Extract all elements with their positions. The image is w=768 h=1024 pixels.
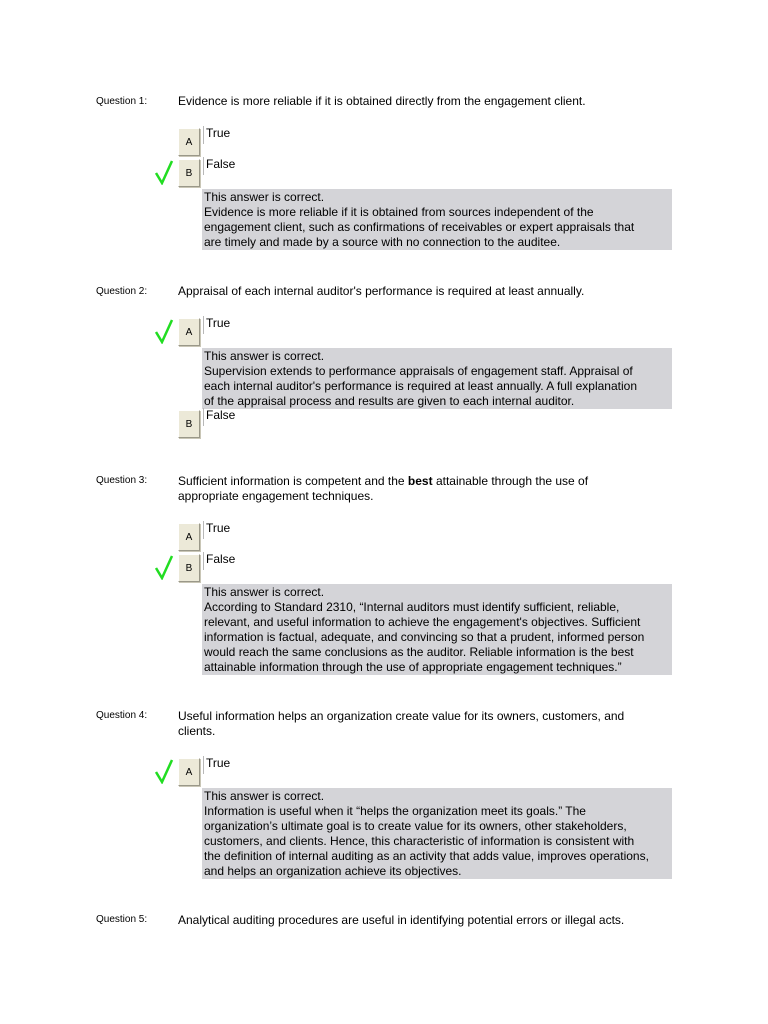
question-text bbox=[178, 913, 658, 928]
question-text-line: Appraisal of each internal auditor's performance is required at least annually. bbox=[178, 284, 585, 298]
question-label: Question 2: bbox=[96, 286, 148, 297]
question-text-line bbox=[178, 474, 658, 489]
question-text bbox=[178, 284, 658, 299]
option-a[interactable] bbox=[178, 523, 678, 553]
feedback-line: are timely and made by a source with no connection to the auditee. bbox=[204, 235, 561, 249]
question-text bbox=[178, 94, 658, 109]
option-a-button[interactable]: A bbox=[178, 523, 200, 551]
feedback-line: attainable information through the use of appropriate engagement techniques.” bbox=[204, 660, 622, 674]
checkmark-icon bbox=[154, 554, 176, 580]
question-text-line: appropriate engagement techniques. bbox=[178, 489, 374, 503]
question-label: Question 1: bbox=[96, 96, 148, 107]
feedback-status: This answer is correct. bbox=[204, 349, 325, 363]
option-b-button[interactable]: B bbox=[178, 554, 200, 582]
checkmark-icon bbox=[154, 159, 176, 185]
feedback-box bbox=[202, 584, 672, 675]
option-a-label: True bbox=[203, 521, 230, 539]
checkmark-icon bbox=[154, 758, 176, 784]
question-text-segment: attainable through the use of bbox=[432, 474, 589, 488]
feedback-line: the definition of internal auditing as an activity that adds value, improves operations, bbox=[204, 849, 649, 863]
feedback-line: each internal auditor's performance is required at least annually. A full explanation bbox=[204, 379, 637, 393]
question-text-segment: Sufficient information is competent and the bbox=[178, 474, 408, 488]
option-b[interactable] bbox=[178, 159, 678, 189]
option-a-label: True bbox=[203, 756, 230, 774]
option-b-button[interactable]: B bbox=[178, 410, 200, 438]
feedback-box bbox=[202, 348, 672, 409]
option-b-label: False bbox=[203, 408, 235, 426]
option-a-label: True bbox=[203, 316, 230, 334]
option-a-button[interactable]: A bbox=[178, 318, 200, 346]
question-text bbox=[178, 709, 658, 739]
option-b-label: False bbox=[203, 552, 235, 570]
question-text-line: clients. bbox=[178, 724, 216, 738]
feedback-line: engagement client, such as confirmations of receivables or expert appraisals that bbox=[204, 220, 635, 234]
question-label: Question 4: bbox=[96, 710, 148, 721]
option-a-button[interactable]: A bbox=[178, 128, 200, 156]
question-label: Question 3: bbox=[96, 475, 148, 486]
question-text-line: Useful information helps an organization create value for its owners, customers, and bbox=[178, 709, 625, 723]
feedback-line: organization’s ultimate goal is to create value for its owners, other stakeholders, bbox=[204, 819, 627, 833]
option-b[interactable] bbox=[178, 410, 678, 440]
option-a[interactable] bbox=[178, 758, 678, 788]
feedback-line: information is factual, adequate, and convincing so that a prudent, informed person bbox=[204, 630, 645, 644]
feedback-line: customers, and clients. Hence, this characteristic of information is consistent with bbox=[204, 834, 635, 848]
option-b[interactable] bbox=[178, 554, 678, 584]
feedback-line: Information is useful when it “helps the organization meet its goals.” The bbox=[204, 804, 586, 818]
question-text bbox=[178, 474, 658, 504]
option-a[interactable] bbox=[178, 128, 678, 158]
option-b-label: False bbox=[203, 157, 235, 175]
feedback-line: and helps an organization achieve its objectives. bbox=[204, 864, 462, 878]
feedback-line: relevant, and useful information to achieve the engagement's objectives. Sufficient bbox=[204, 615, 641, 629]
question-text-bold: best bbox=[407, 474, 433, 488]
option-a-button[interactable]: A bbox=[178, 758, 200, 786]
question-text-line: Analytical auditing procedures are useful in identifying potential errors or illegal acts. bbox=[178, 913, 625, 927]
option-a[interactable] bbox=[178, 318, 678, 348]
feedback-status: This answer is correct. bbox=[204, 190, 325, 204]
feedback-line: Supervision extends to performance appraisals of engagement staff. Appraisal of bbox=[204, 364, 633, 378]
feedback-box bbox=[202, 788, 672, 879]
feedback-status: This answer is correct. bbox=[204, 585, 325, 599]
feedback-line: of the appraisal process and results are given to each internal auditor. bbox=[204, 394, 575, 408]
question-text-line: Evidence is more reliable if it is obtained directly from the engagement client. bbox=[178, 94, 586, 108]
feedback-status: This answer is correct. bbox=[204, 789, 325, 803]
feedback-line: Evidence is more reliable if it is obtained from sources independent of the bbox=[204, 205, 594, 219]
feedback-line: would reach the same conclusions as the auditor. Reliable information is the best bbox=[204, 645, 634, 659]
option-b-button[interactable]: B bbox=[178, 159, 200, 187]
feedback-box bbox=[202, 189, 672, 250]
feedback-line: According to Standard 2310, “Internal auditors must identify sufficient, reliable, bbox=[204, 600, 620, 614]
checkmark-icon bbox=[154, 318, 176, 344]
question-label: Question 5: bbox=[96, 914, 148, 925]
option-a-label: True bbox=[203, 126, 230, 144]
